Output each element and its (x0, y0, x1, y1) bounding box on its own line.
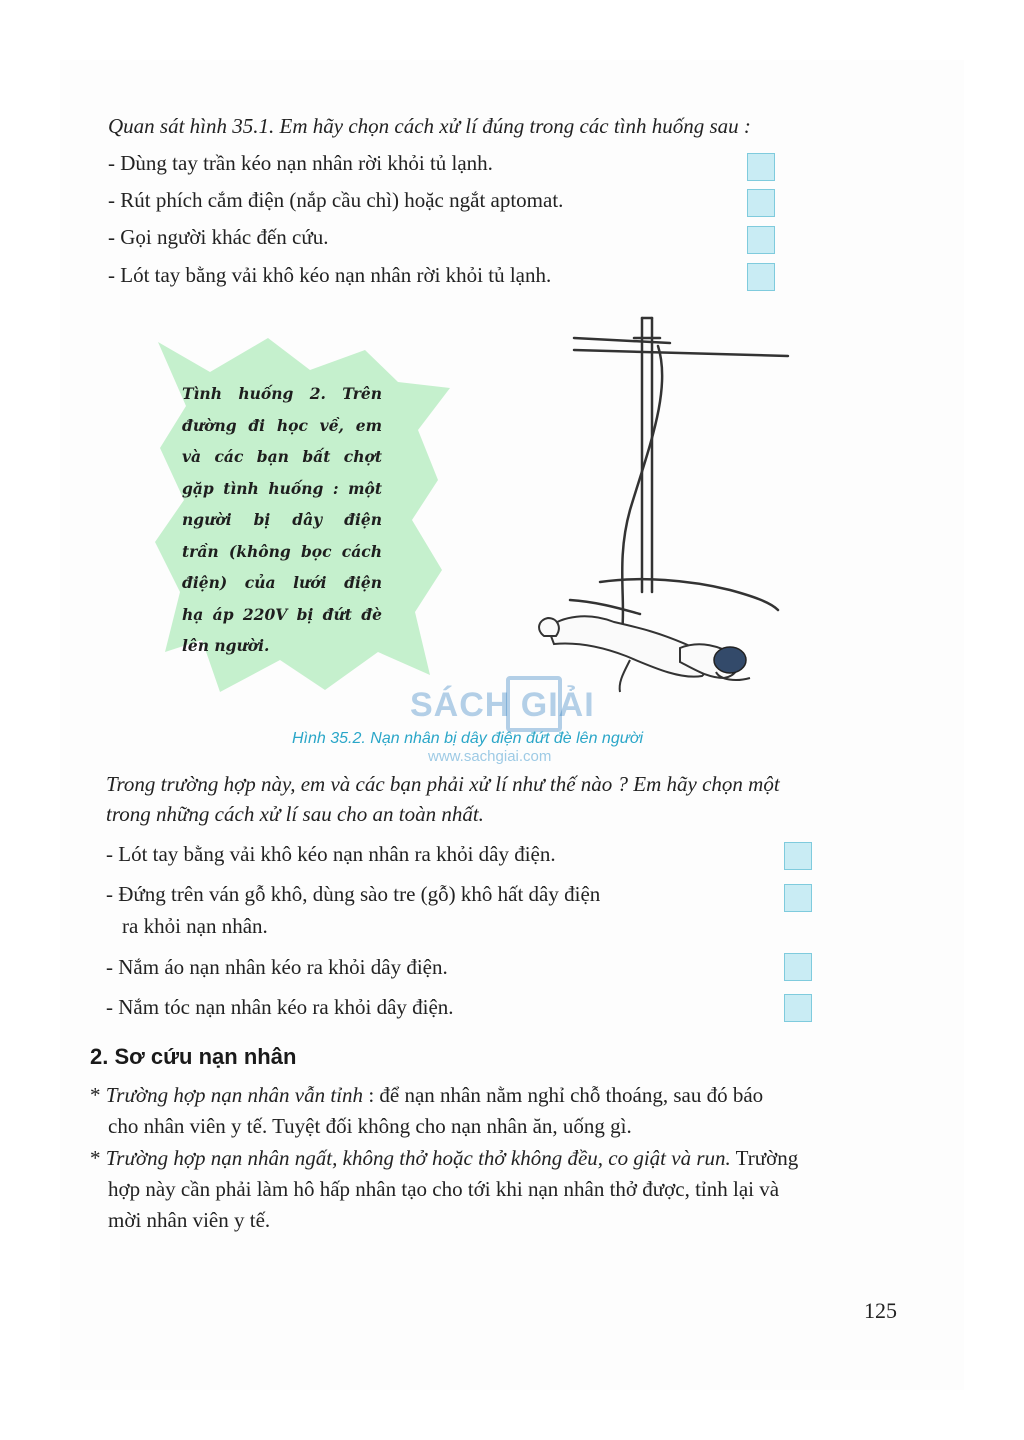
answer2-checkbox-4[interactable] (784, 994, 812, 1022)
story-line: lên người. (182, 636, 270, 655)
answer-checkbox-4[interactable] (747, 263, 775, 291)
option2-wooden-pole-cont: ra khỏi nạn nhân. (122, 914, 268, 938)
option-dry-cloth: - Lót tay bằng vải khô kéo nạn nhân rời khỏi tủ lạnh. (108, 263, 552, 287)
victim-head (714, 647, 746, 673)
story-line: trần (không bọc cách (182, 541, 382, 561)
option2-shirt: - Nắm áo nạn nhân kéo ra khỏi dây điện. (106, 955, 448, 979)
first-aid-para1 (90, 1081, 763, 1109)
page-number: 125 (864, 1298, 897, 1323)
story-line: và các bạn bất chợt (182, 447, 382, 466)
story-line: người bị dây điện (182, 510, 382, 529)
answer-checkbox-2[interactable] (747, 189, 775, 217)
bullet-star: * (90, 1083, 101, 1107)
story-line: gặp tình huống : một (182, 478, 382, 498)
answer2-checkbox-2[interactable] (784, 884, 812, 912)
answer2-checkbox-1[interactable] (784, 842, 812, 870)
situation2-story (182, 378, 382, 662)
story-line: Tình huống 2. Trên (182, 384, 382, 403)
answer-checkbox-1[interactable] (747, 153, 775, 181)
answer2-checkbox-3[interactable] (784, 953, 812, 981)
question2-line2: trong những cách xử lí sau cho an toàn nhất. (106, 802, 484, 826)
question2-line1: Trong trường hợp này, em và các bạn phải xử lí như thế nào ? Em hãy chọn một (106, 772, 780, 796)
story-line: hạ áp 220V bị đứt đè (182, 604, 382, 624)
watermark-brand: SÁCH GIẢI (410, 686, 595, 724)
first-aid-para2 (90, 1144, 798, 1172)
option2-wooden-pole: - Đứng trên ván gỗ khô, dùng sào tre (gỗ) khô hất dây điện (106, 882, 601, 906)
watermark-logo-icon (506, 676, 562, 732)
answer-checkbox-3[interactable] (747, 226, 775, 254)
section-heading: 2. Sơ cứu nạn nhân (90, 1044, 297, 1069)
case-unconscious: Trường hợp nạn nhân ngất, không thở hoặc thở không đều, co giật và run. (105, 1146, 731, 1170)
option-bare-hand: - Dùng tay trần kéo nạn nhân rời khỏi tủ lạnh. (108, 151, 493, 175)
story-line: đường đi học về, em (182, 415, 382, 435)
option2-hair: - Nắm tóc nạn nhân kéo ra khỏi dây điện. (106, 995, 454, 1019)
para2-rest: Trường (730, 1146, 799, 1170)
para1-rest: : để nạn nhân nằm nghỉ chỗ thoáng, sau đó báo (363, 1083, 764, 1107)
first-aid-para1-line2: cho nhân viên y tế. Tuyệt đối không cho nạn nhân ăn, uống gì. (108, 1114, 632, 1138)
option-call-help: - Gọi người khác đến cứu. (108, 225, 329, 249)
story-line: điện) của lưới điện (182, 573, 382, 592)
first-aid-para2-line2: hợp này cần phải làm hô hấp nhân tạo cho tới khi nạn nhân thở được, tỉnh lại và (108, 1177, 780, 1201)
option2-dry-cloth: - Lót tay bằng vải khô kéo nạn nhân ra khỏi dây điện. (106, 842, 556, 866)
case-conscious: Trường hợp nạn nhân vẫn tỉnh (105, 1083, 364, 1107)
intro-question: Quan sát hình 35.1. Em hãy chọn cách xử lí đúng trong các tình huống sau : (108, 114, 751, 138)
option-unplug: - Rút phích cắm điện (nắp cầu chì) hoặc ngắt aptomat. (108, 188, 564, 212)
bullet-star: * (90, 1146, 101, 1170)
figure-caption: Hình 35.2. Nạn nhân bị dây điện đứt đè lên người (292, 730, 644, 747)
victim-under-wire-illustration (530, 310, 800, 710)
first-aid-para2-line3: mời nhân viên y tế. (108, 1208, 271, 1232)
watermark-url: www.sachgiai.com (428, 748, 552, 765)
